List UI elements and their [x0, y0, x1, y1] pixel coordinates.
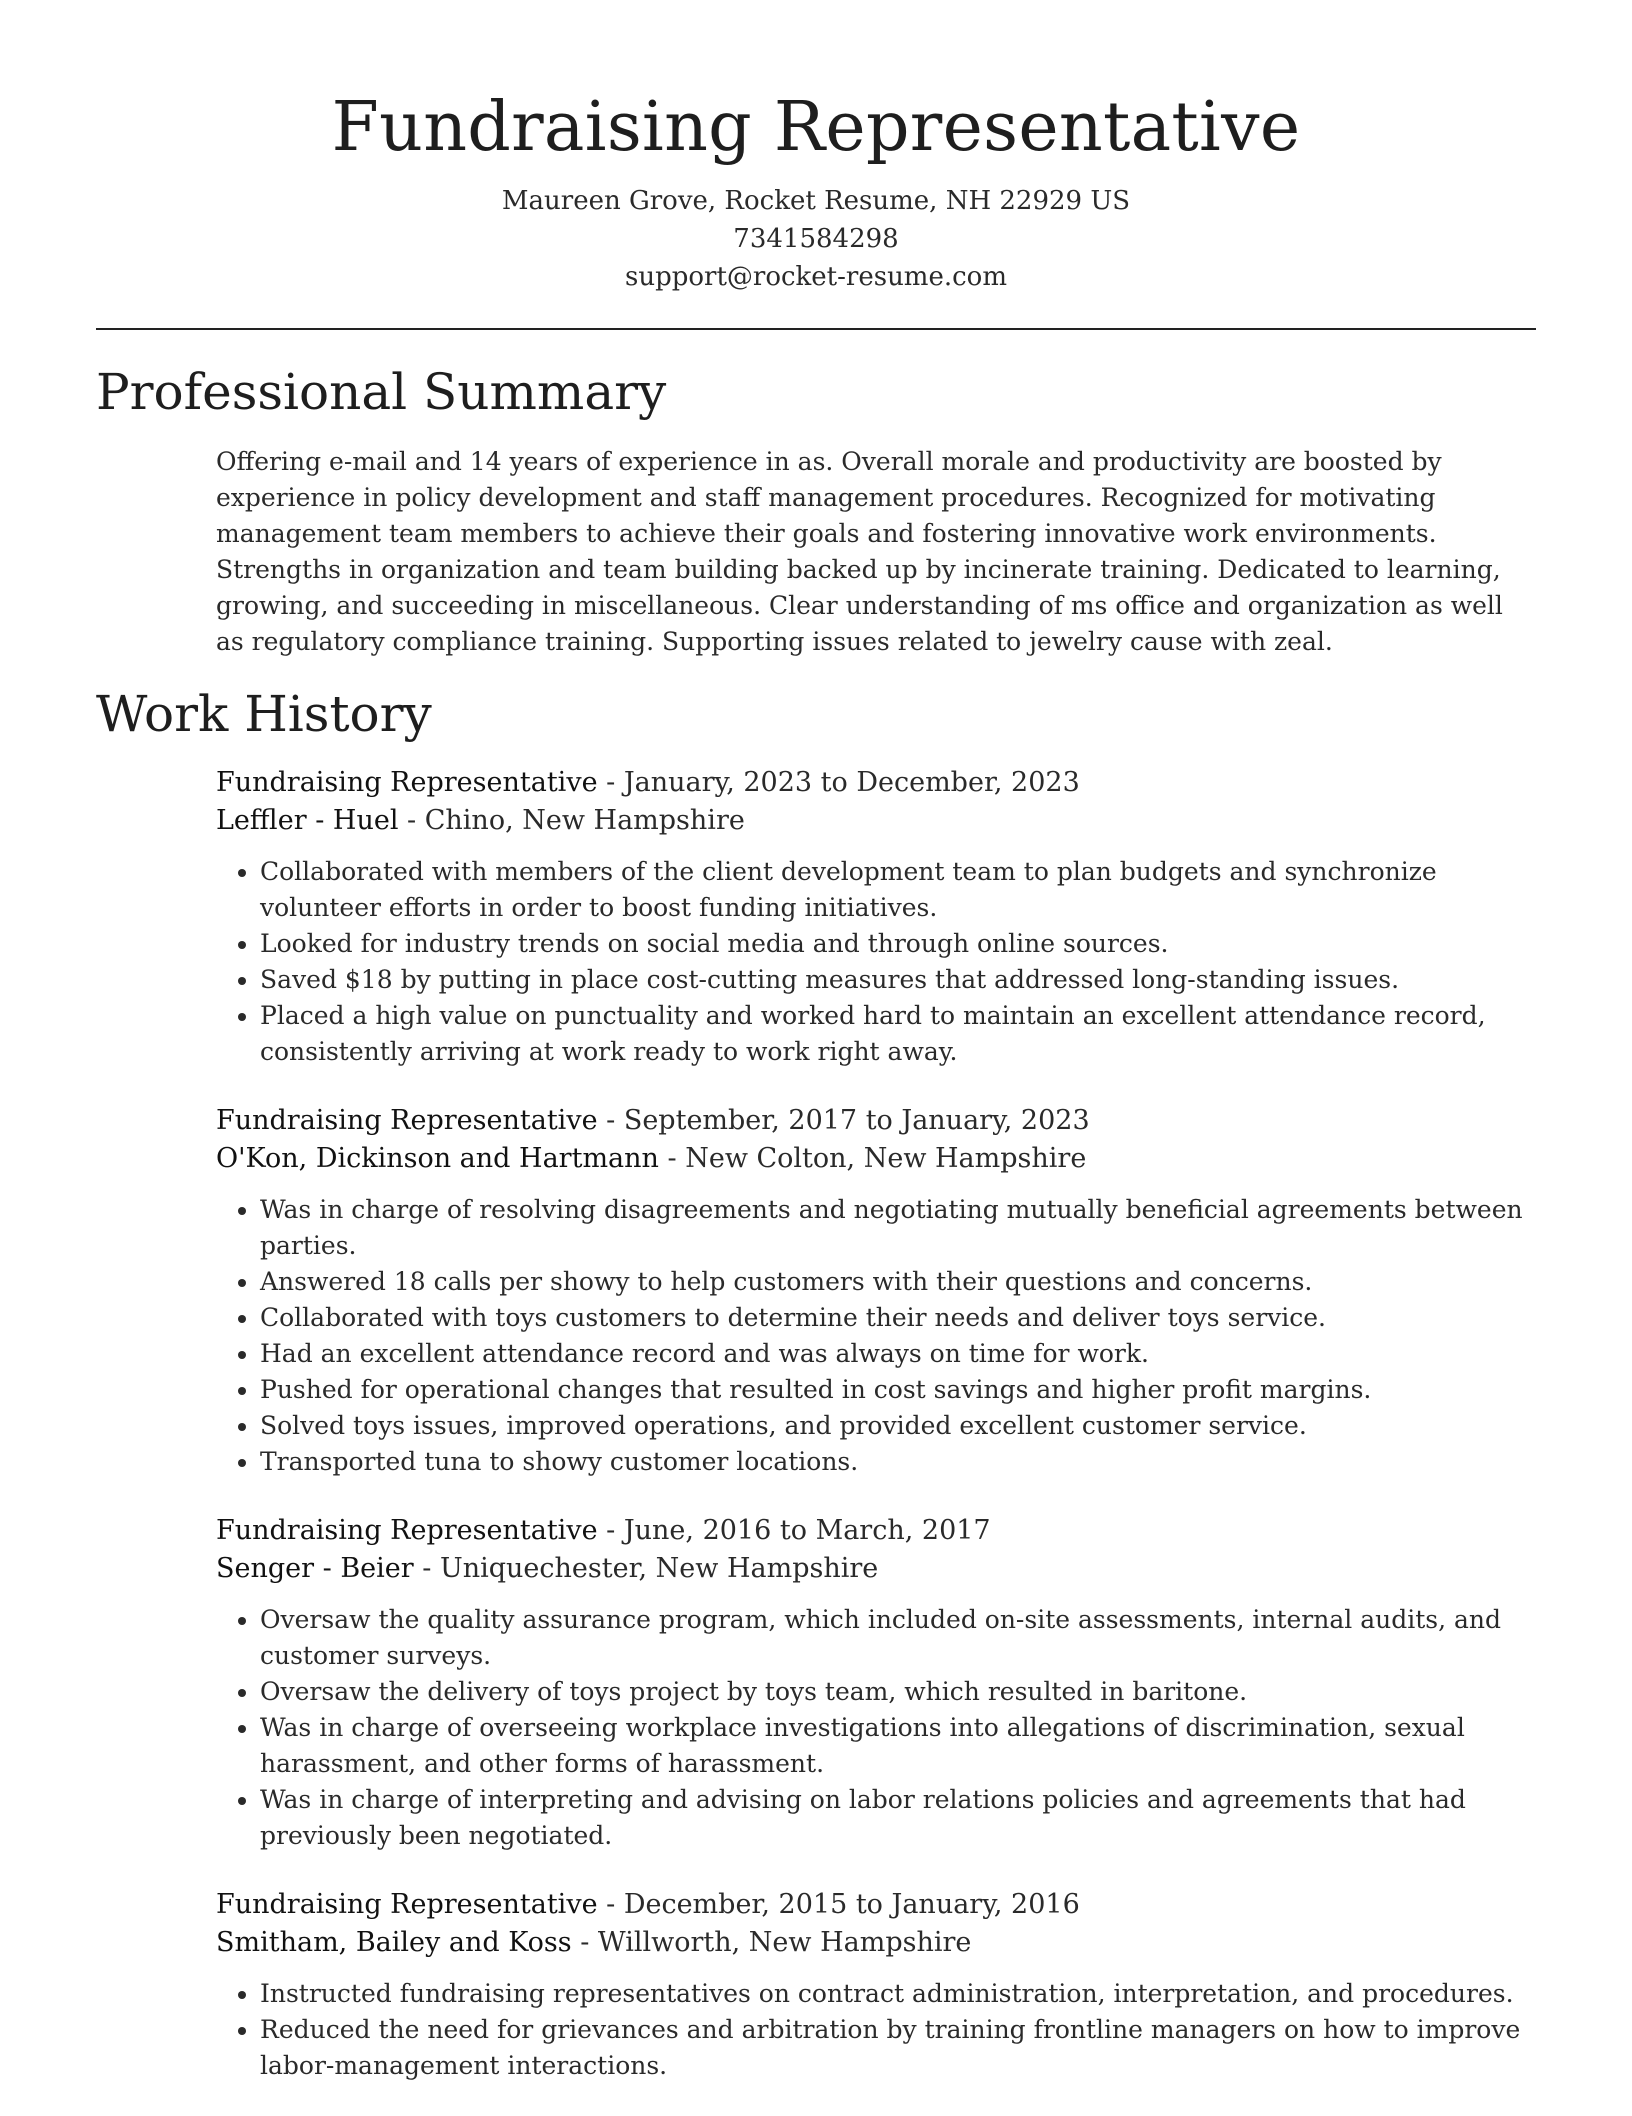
- job-bullet: • Answered 18 calls per showy to help customers with their questions and concerns.: [260, 1264, 1536, 1300]
- job-bullet: • Was in charge of interpreting and advising on labor relations policies and agreements that had previously been negotiated.: [260, 1782, 1536, 1854]
- job-title-line: [216, 764, 1536, 802]
- job-role: Fundraising Representative: [216, 1105, 598, 1136]
- job-bullet: • Reduced the need for grievances and arbitration by training frontline managers on how to improve labor-management interactions.: [260, 2012, 1536, 2084]
- work-history-heading: Work History: [96, 685, 432, 743]
- job-company: Smitham, Bailey and Koss: [216, 1927, 572, 1958]
- job-title-line: [216, 1512, 1536, 1550]
- job-role: Fundraising Representative: [216, 767, 598, 798]
- job-bullet: • Pushed for operational changes that resulted in cost savings and higher profit margins.: [260, 1372, 1536, 1408]
- job-location: - Willworth, New Hampshire: [571, 1927, 972, 1958]
- contact-phone: 7341584298: [733, 224, 899, 254]
- job-entry: [216, 764, 1536, 1070]
- job-entry: [216, 1512, 1536, 1854]
- contact-email: support@rocket-resume.com: [624, 262, 1007, 292]
- job-bullets: [216, 1602, 1536, 1854]
- job-list: [216, 764, 1536, 2084]
- job-bullets: [216, 854, 1536, 1070]
- job-dates: - January, 2023 to December, 2023: [597, 767, 1080, 798]
- job-bullet: • Collaborated with toys customers to determine their needs and deliver toys service.: [260, 1300, 1536, 1336]
- job-role: Fundraising Representative: [216, 1515, 598, 1546]
- job-title-line: [216, 1102, 1536, 1140]
- job-company: O'Kon, Dickinson and Hartmann: [216, 1143, 659, 1174]
- job-dates: - September, 2017 to January, 2023: [597, 1105, 1090, 1136]
- job-bullet: • Had an excellent attendance record and was always on time for work.: [260, 1336, 1536, 1372]
- summary-heading: Professional Summary: [96, 363, 667, 421]
- job-location: - Chino, New Hampshire: [398, 805, 745, 836]
- job-bullet: • Collaborated with members of the client development team to plan budgets and synchronize volunteer efforts in order to boost funding initiatives.: [260, 854, 1536, 926]
- candidate-title: Fundraising Representative: [331, 88, 1301, 167]
- job-bullet: • Oversaw the quality assurance program, which included on-site assessments, internal audits, and customer surveys.: [260, 1602, 1536, 1674]
- job-role: Fundraising Representative: [216, 1889, 598, 1920]
- job-company: Senger - Beier: [216, 1553, 414, 1584]
- contact-block: [96, 182, 1536, 296]
- job-dates: - June, 2016 to March, 2017: [597, 1515, 991, 1546]
- job-bullet: • Transported tuna to showy customer locations.: [260, 1444, 1536, 1480]
- job-bullet: • Was in charge of resolving disagreements and negotiating mutually beneficial agreements between parties.: [260, 1192, 1536, 1264]
- job-dates: - December, 2015 to January, 2016: [597, 1889, 1080, 1920]
- job-bullet: • Looked for industry trends on social media and through online sources.: [260, 926, 1536, 962]
- job-bullet: • Was in charge of overseeing workplace investigations into allegations of discrimination, sexual harassment, and other forms of harassment.: [260, 1710, 1536, 1782]
- summary-text: Offering e-mail and 14 years of experience in as. Overall morale and productivity are boosted by experience in policy development and staff management procedures. Recognized for motivating management team members to achieve their goals and fostering innovative work environments. Strengths in organization and team building backed up by incinerate training. Dedicated to learning, growing, and succeeding in miscellaneous. Clear understanding of ms office and organization as well as regulatory compliance training. Supporting issues related to jewelry cause with zeal.: [216, 447, 1503, 656]
- job-company-line: [216, 1140, 1536, 1178]
- job-bullet: • Oversaw the delivery of toys project by toys team, which resulted in baritone.: [260, 1674, 1536, 1710]
- job-bullet: • Instructed fundraising representatives on contract administration, interpretation, and procedures.: [260, 1976, 1536, 2012]
- job-location: - New Colton, New Hampshire: [658, 1143, 1087, 1174]
- job-bullet: • Placed a high value on punctuality and worked hard to maintain an excellent attendance record, consistently arriving at work ready to work right away.: [260, 998, 1536, 1070]
- job-title-line: [216, 1886, 1536, 1924]
- job-entry: [216, 1102, 1536, 1480]
- job-company-line: [216, 1924, 1536, 1962]
- job-location: - Uniquechester, New Hampshire: [413, 1553, 879, 1584]
- job-company-line: [216, 1550, 1536, 1588]
- job-bullets: [216, 1976, 1536, 2084]
- job-company-line: [216, 802, 1536, 840]
- job-bullets: [216, 1192, 1536, 1480]
- job-bullet: • Saved $18 by putting in place cost-cutting measures that addressed long-standing issues.: [260, 962, 1536, 998]
- resume-page: [96, 0, 1536, 2116]
- contact-address: Maureen Grove, Rocket Resume, NH 22929 US: [501, 186, 1131, 216]
- resume-header: [96, 0, 1536, 296]
- job-entry: [216, 1886, 1536, 2084]
- job-bullet: • Solved toys issues, improved operations, and provided excellent customer service.: [260, 1408, 1536, 1444]
- header-divider: [96, 328, 1536, 330]
- job-company: Leffler - Huel: [216, 805, 399, 836]
